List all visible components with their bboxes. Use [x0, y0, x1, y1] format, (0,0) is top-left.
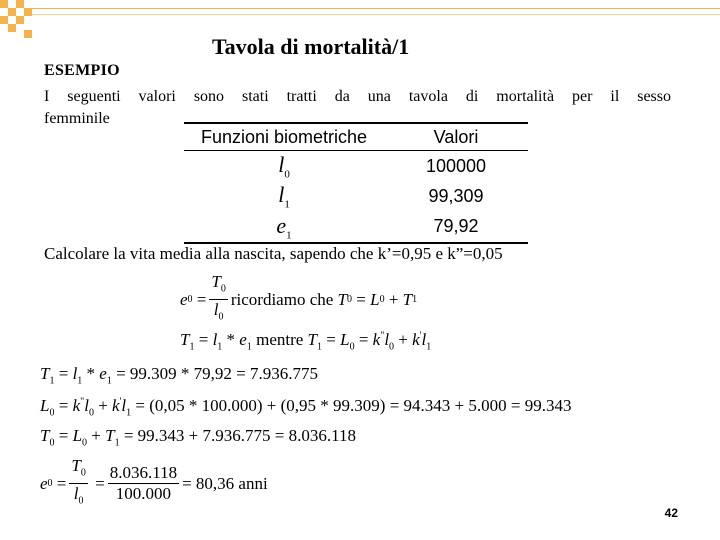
row-value: 100000 [425, 155, 487, 176]
formula-l0-computation: $L_0 = k^"l_0 + k'l_1 = (0,05 * 100.000) + (0,95 * 99.309) = 94.343 + 5.000 = 99.343$ [40, 396, 572, 419]
intro-line-1: I seguenti valori sono stati tratti da una tavola di mortalità per il sesso [44, 88, 671, 105]
formula-note-recall: ricordiamo che [230, 289, 334, 309]
row-symbol: $e_1$ [276, 212, 292, 242]
task-statement: Calcolare la vita media alla nascita, sapendo che k’=0,95 e k”=0,05 [44, 244, 503, 263]
formula-note-while: mentre [256, 330, 304, 349]
formula-t1-definition: $T_1 = l_1 * e_1$ mentre $T_1 = L_0 = k^"l_0 + k'l_1$ [180, 330, 432, 353]
row-symbol: $l_0$ [278, 152, 290, 181]
example-heading: ESEMPIO [44, 62, 120, 79]
table-row [184, 212, 528, 243]
slide-title: Tavola di mortalità/1 [212, 34, 410, 59]
formula-life-expectancy-definition: e 0 = $\frac{T_0}{l_0}$ ricordiamo che T 0 = L 0 + T 1 [180, 272, 418, 323]
l0-result: = (0,05 * 100.000) + (0,95 * 99.309) = 94.343 + 5.000 = 99.343 [135, 396, 572, 415]
intro-line-2: femminile [44, 110, 110, 127]
formula-e0-computation: e 0 = $\frac{T_0}{l_0}$ = $\frac{8.036.118}{100.000}$ = 80,36 anni [40, 456, 268, 507]
t1-result: = 99.309 * 79,92 = 7.936.775 [116, 364, 319, 383]
column-header-values: Valori [433, 127, 479, 147]
formula-t1-computation: $T_1 = l_1 * e_1 = 99.309 * 79,92 = 7.936.775$ [40, 364, 319, 387]
e0-numerator: 8.036.118 [109, 463, 178, 483]
header-rule-secondary [32, 14, 720, 15]
e0-result: = 80,36 anni [182, 473, 268, 493]
column-header-functions: Funzioni biometriche [200, 127, 368, 147]
row-value: 99,309 [428, 186, 484, 207]
header-rule [32, 8, 720, 9]
formula-t0-computation: $T_0 = L_0 + T_1 = 99.343 + 7.936.775 = 8.036.118$ [40, 426, 356, 449]
row-value: 79,92 [433, 216, 479, 237]
e0-denominator: 100.000 [115, 484, 172, 504]
table-row [184, 151, 528, 182]
row-symbol: $l_1$ [278, 182, 290, 211]
biometric-table [184, 122, 528, 244]
table-header-row [184, 123, 528, 151]
t0-result: = 99.343 + 7.936.775 = 8.036.118 [123, 426, 356, 445]
page-number: 42 [664, 506, 678, 520]
table-row [184, 181, 528, 211]
